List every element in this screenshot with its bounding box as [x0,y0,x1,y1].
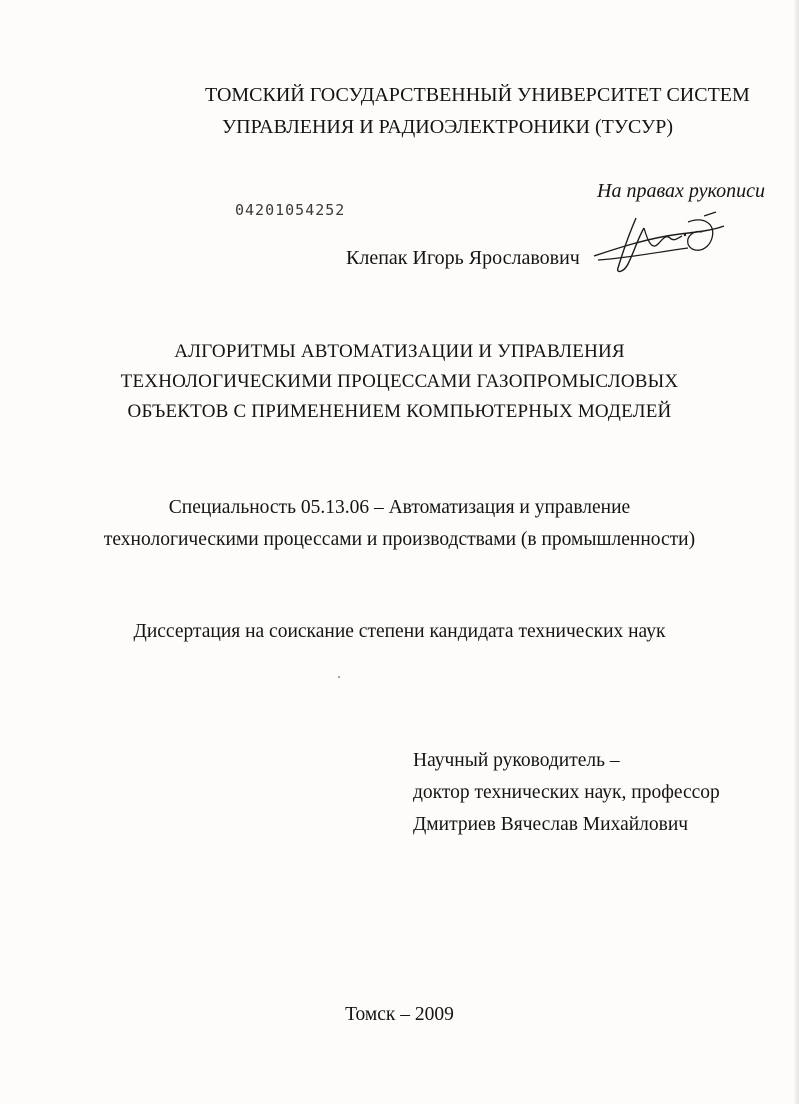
author-name: Клепак Игорь Ярославович [346,247,580,269]
university-name-line1: ТОМСКИЙ ГОСУДАРСТВЕННЫЙ УНИВЕРСИТЕТ СИСТЕМ [205,84,750,106]
thesis-title-line2: ТЕХНОЛОГИЧЕСКИМИ ПРОЦЕССАМИ ГАЗОПРОМЫСЛОВЫХ [120,371,679,392]
thesis-title-line1: АЛГОРИТМЫ АВТОМАТИЗАЦИИ И УПРАВЛЕНИЯ [174,341,625,362]
university-name-line2: УПРАВЛЕНИЯ И РАДИОЭЛЕКТРОНИКИ (ТУСУР) [222,116,673,138]
manuscript-note: На правах рукописи [597,180,765,202]
specialty-line1: Специальность 05.13.06 – Автоматизация и управление [168,497,631,518]
supervisor-degree: доктор технических наук, профессор [413,782,720,803]
supervisor-label: Научный руководитель – [413,750,620,771]
paper-speck [338,676,340,678]
dissertation-type: Диссертация на соискание степени кандидата технических наук [133,621,666,642]
registration-number: 04201054252 [235,201,346,219]
specialty-line2: технологическими процессами и производствами (в промышленности) [103,529,696,550]
place-and-year: Томск – 2009 [345,1004,454,1025]
thesis-title-line3: ОБЪЕКТОВ С ПРИМЕНЕНИЕМ КОМПЬЮТЕРНЫХ МОДЕЛЕЙ [127,401,672,422]
scan-edge-shadow [793,0,799,1104]
supervisor-name: Дмитриев Вячеслав Михайлович [413,814,689,835]
signature-icon [588,208,728,278]
